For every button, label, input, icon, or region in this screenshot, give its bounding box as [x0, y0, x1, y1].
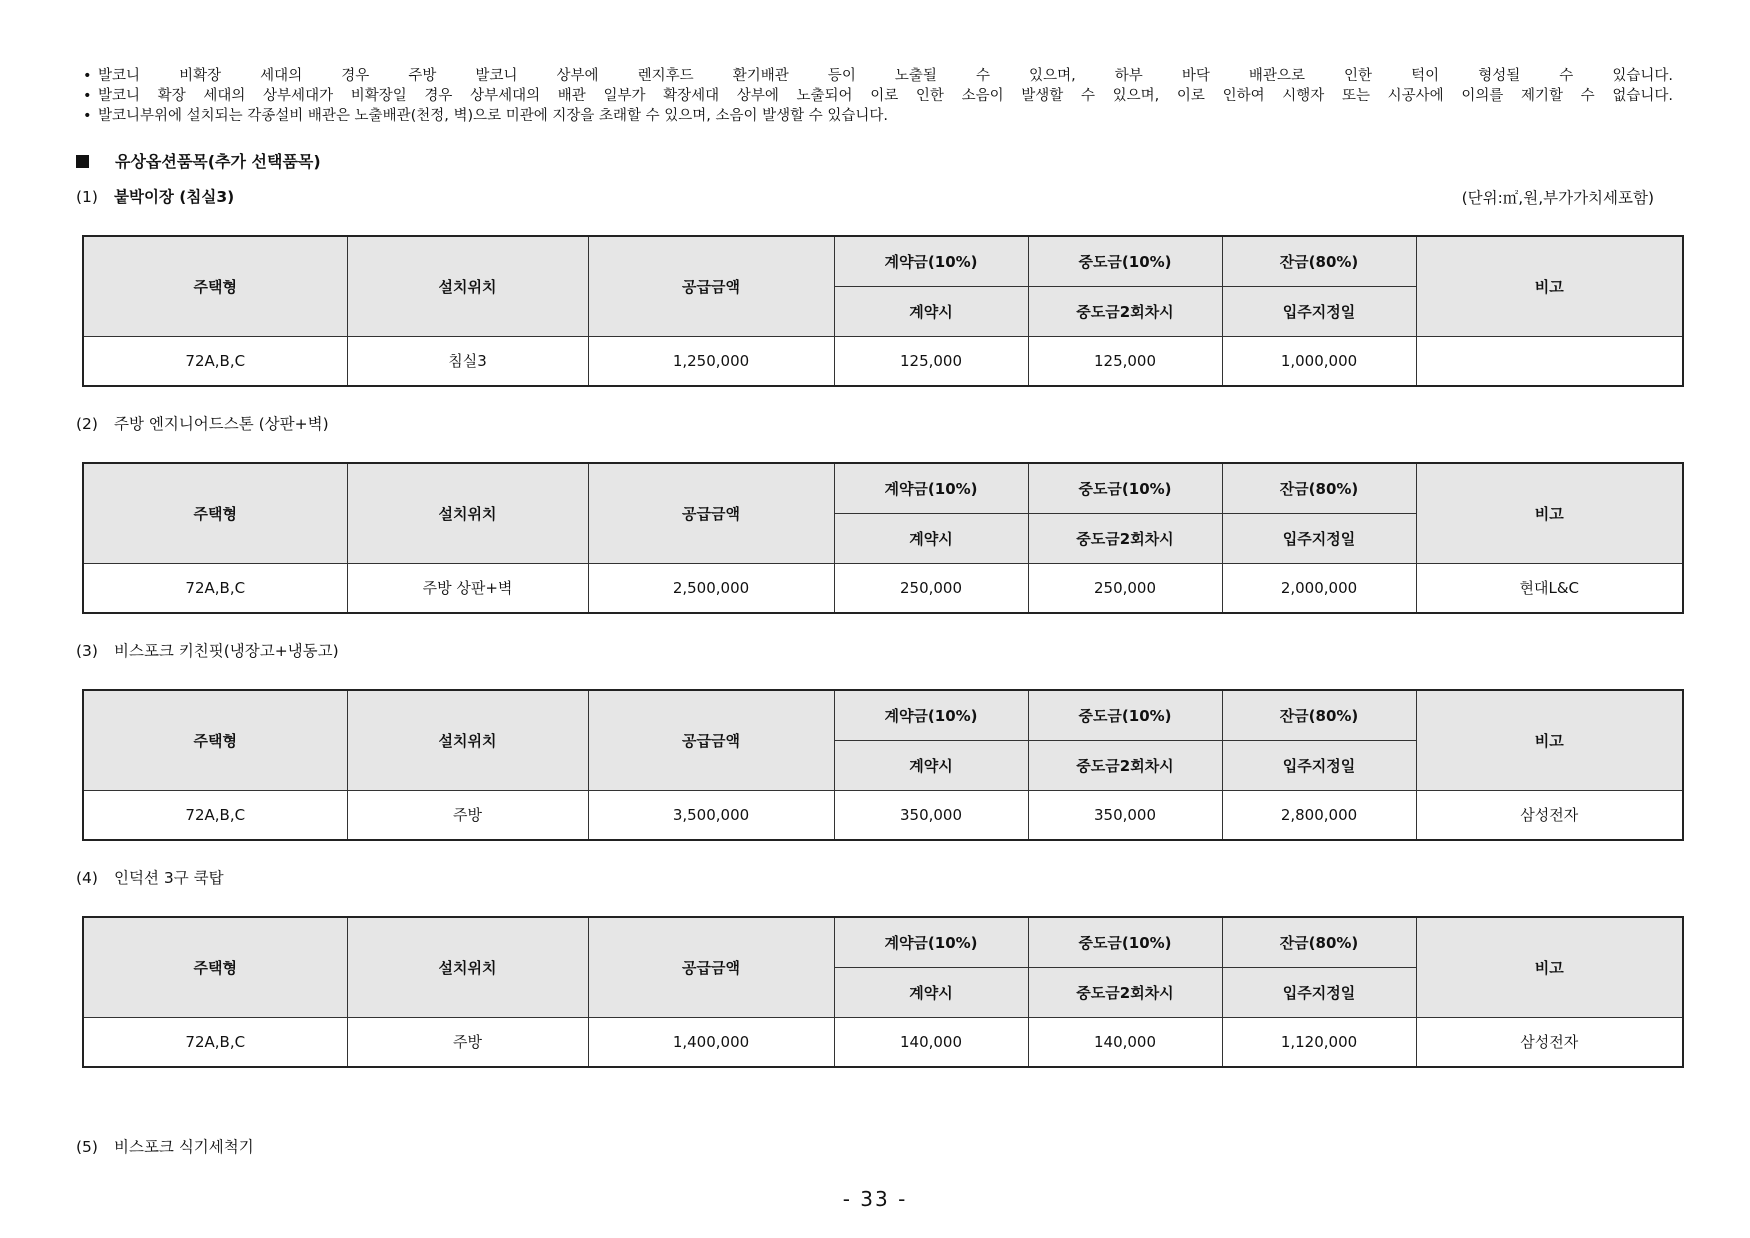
cell-deposit: 140,000 — [834, 1017, 1028, 1067]
option-table — [82, 689, 1684, 841]
table-row — [83, 790, 1683, 840]
header-middle-when: 중도금2회차시 — [1028, 967, 1222, 1017]
table-row — [83, 563, 1683, 613]
cell-balance: 2,000,000 — [1222, 563, 1416, 613]
header-amount: 공급금액 — [588, 236, 834, 336]
header-deposit: 계약금(10%) — [834, 236, 1028, 286]
cell-location: 침실3 — [347, 336, 588, 386]
header-location: 설치위치 — [347, 236, 588, 336]
header-deposit-when: 계약시 — [834, 513, 1028, 563]
cell-remark: 삼성전자 — [1416, 790, 1683, 840]
cell-location: 주방 상판+벽 — [347, 563, 588, 613]
cell-middle: 140,000 — [1028, 1017, 1222, 1067]
header-remark: 비고 — [1416, 236, 1683, 336]
cell-remark — [1416, 336, 1683, 386]
notes-list — [82, 66, 1682, 126]
square-icon — [76, 155, 89, 168]
header-deposit-when: 계약시 — [834, 967, 1028, 1017]
option-table — [82, 235, 1684, 387]
header-deposit: 계약금(10%) — [834, 917, 1028, 967]
note-item: • 발코니 확장 세대의 상부세대가 비확장일 경우 상부세대의 배관 일부가 확장세대 상부에 노출되어 이로 인한 소음이 발생할 수 있으며, 이로 인하여 시행자 또는 시공사에 이의를 제기할 수 없습니다. — [83, 88, 1673, 104]
unit-note: (단위:㎡,원,부가가치세포함) — [1461, 189, 1654, 207]
header-middle-when: 중도금2회차시 — [1028, 286, 1222, 336]
header-location: 설치위치 — [347, 917, 588, 1017]
header-location: 설치위치 — [347, 463, 588, 563]
cell-middle: 350,000 — [1028, 790, 1222, 840]
header-type: 주택형 — [83, 917, 347, 1017]
cell-amount: 2,500,000 — [588, 563, 834, 613]
bullet-icon: • — [83, 68, 92, 84]
item-title: (4) 인덕션 3구 쿡탑 — [76, 869, 224, 887]
bullet-icon: • — [83, 108, 92, 124]
table-row — [83, 1017, 1683, 1067]
cell-balance: 1,120,000 — [1222, 1017, 1416, 1067]
header-amount: 공급금액 — [588, 917, 834, 1017]
header-deposit: 계약금(10%) — [834, 690, 1028, 740]
header-middle: 중도금(10%) — [1028, 917, 1222, 967]
cell-remark: 현대L&C — [1416, 563, 1683, 613]
note-item: • 발코니부위에 설치되는 각종설비 배관은 노출배관(천정, 벽)으로 미관에 지장을 초래할 수 있으며, 소음이 발생할 수 있습니다. — [83, 108, 889, 124]
cell-type: 72A,B,C — [83, 1017, 347, 1067]
header-deposit-when: 계약시 — [834, 286, 1028, 336]
header-location: 설치위치 — [347, 690, 588, 790]
cell-balance: 2,800,000 — [1222, 790, 1416, 840]
header-remark: 비고 — [1416, 463, 1683, 563]
header-balance-when: 입주지정일 — [1222, 967, 1416, 1017]
item-title: (2) 주방 엔지니어드스톤 (상판+벽) — [76, 415, 329, 433]
item-title: (3) 비스포크 키친핏(냉장고+냉동고) — [76, 642, 339, 660]
header-balance: 잔금(80%) — [1222, 236, 1416, 286]
note-item: • 발코니 비확장 세대의 경우 주방 발코니 상부에 렌지후드 환기배관 등이 노출될 수 있으며, 하부 바닥 배관으로 인한 턱이 형성될 수 있습니다. — [83, 68, 1673, 84]
header-balance-when: 입주지정일 — [1222, 286, 1416, 336]
bullet-icon: • — [83, 88, 92, 104]
header-balance: 잔금(80%) — [1222, 463, 1416, 513]
option-table — [82, 462, 1684, 614]
header-remark: 비고 — [1416, 917, 1683, 1017]
cell-type: 72A,B,C — [83, 790, 347, 840]
table-row — [83, 336, 1683, 386]
header-amount: 공급금액 — [588, 463, 834, 563]
header-deposit: 계약금(10%) — [834, 463, 1028, 513]
cell-amount: 1,250,000 — [588, 336, 834, 386]
header-balance-when: 입주지정일 — [1222, 513, 1416, 563]
cell-type: 72A,B,C — [83, 563, 347, 613]
cell-balance: 1,000,000 — [1222, 336, 1416, 386]
section-title: 유상옵션품목(추가 선택품목) — [76, 149, 321, 172]
header-middle-when: 중도금2회차시 — [1028, 740, 1222, 790]
cell-type: 72A,B,C — [83, 336, 347, 386]
header-amount: 공급금액 — [588, 690, 834, 790]
header-deposit-when: 계약시 — [834, 740, 1028, 790]
cell-deposit: 350,000 — [834, 790, 1028, 840]
cell-middle: 250,000 — [1028, 563, 1222, 613]
cell-amount: 1,400,000 — [588, 1017, 834, 1067]
header-middle-when: 중도금2회차시 — [1028, 513, 1222, 563]
header-balance-when: 입주지정일 — [1222, 740, 1416, 790]
page-number: - 33 - — [842, 1187, 908, 1211]
cell-deposit: 250,000 — [834, 563, 1028, 613]
header-middle: 중도금(10%) — [1028, 463, 1222, 513]
header-type: 주택형 — [83, 236, 347, 336]
header-balance: 잔금(80%) — [1222, 917, 1416, 967]
header-type: 주택형 — [83, 463, 347, 563]
cell-location: 주방 — [347, 790, 588, 840]
header-type: 주택형 — [83, 690, 347, 790]
option-table — [82, 916, 1684, 1068]
item-title: (5) 비스포크 식기세척기 — [76, 1138, 254, 1156]
header-remark: 비고 — [1416, 690, 1683, 790]
header-middle: 중도금(10%) — [1028, 690, 1222, 740]
cell-location: 주방 — [347, 1017, 588, 1067]
cell-remark: 삼성전자 — [1416, 1017, 1683, 1067]
header-balance: 잔금(80%) — [1222, 690, 1416, 740]
item-title: (1) 붙박이장 (침실3) — [76, 188, 235, 206]
cell-amount: 3,500,000 — [588, 790, 834, 840]
header-middle: 중도금(10%) — [1028, 236, 1222, 286]
cell-deposit: 125,000 — [834, 336, 1028, 386]
cell-middle: 125,000 — [1028, 336, 1222, 386]
